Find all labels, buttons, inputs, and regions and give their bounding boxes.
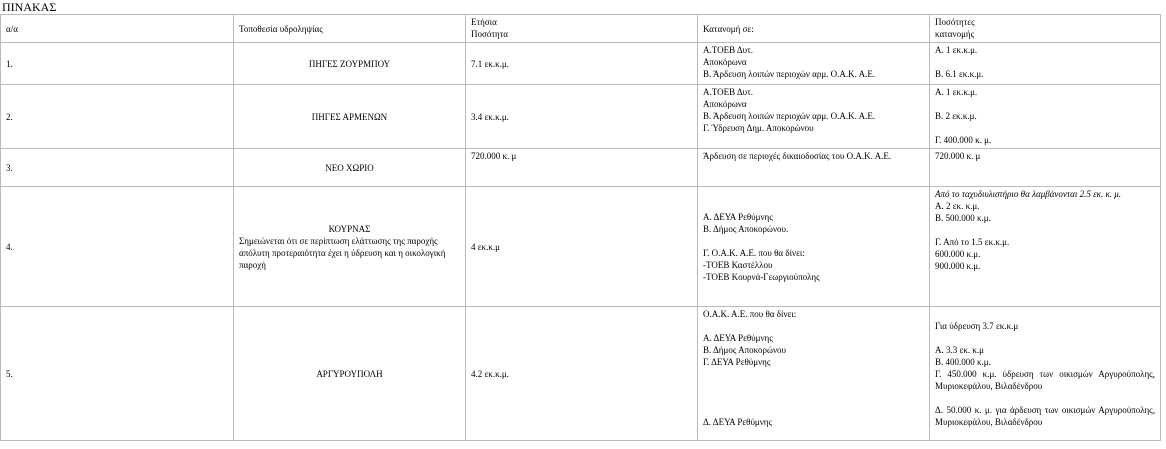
distribution-line: Δ. ΔΕΥΑ Ρεθύμνης <box>703 417 773 427</box>
distribution-line: Α. ΔΕΥΑ Ρεθύμνης <box>703 211 773 222</box>
table-row <box>1 43 1161 85</box>
quantity-line: Α. 3.3 εκ. κ.μ <box>935 345 984 355</box>
quantity-line: Γ. 450.000 κ.μ. ύδρευση των οικισμών Αργυρούπολης, Μυριοκεφάλου, Βιλαδένδρου <box>935 369 1155 391</box>
quantity-line: Για ύδρευση 3.7 εκ.κ.μ <box>935 321 1019 331</box>
quantity-note: Από το ταχυδιυλιστήριο θα λαμβάνονται 2.5 εκ. κ. μ. <box>935 189 1122 199</box>
table-row <box>1 187 1161 307</box>
quantity-line: 900.000 κ.μ. <box>935 261 981 271</box>
row-quantities <box>930 149 1161 187</box>
header-annual-label-2: Ποσότητα <box>471 29 509 39</box>
row-location: ΠΗΓΕΣ ΑΡΜΕΝΩΝ <box>234 85 466 149</box>
table-row <box>1 307 1161 441</box>
row-annual: 4 εκ.κ.μ <box>466 187 698 307</box>
row-num: 4. <box>1 187 234 307</box>
row-annual: 720.000 κ. μ <box>466 149 698 187</box>
header-location-label: Τοποθεσία υδροληψίας <box>239 23 323 34</box>
header-quantities-label-2: κατανομής <box>935 29 975 39</box>
quantity-line: Α. 2 εκ. κ.μ. <box>935 201 980 211</box>
distribution-line: Γ. Ύδρευση Δημ. Αποκορώνου <box>703 123 814 133</box>
distribution-line: Αποκόρωνα <box>703 99 747 109</box>
distribution-line: Β. Άρδευση λοιπών περιοχών αρμ. Ο.Α.Κ. Α.Ε. <box>703 111 876 121</box>
distribution-line: Β. Δήμος Αποκορώνου <box>703 345 786 355</box>
distribution-line: Β. Δήμος Αποκορώνου. <box>703 223 789 234</box>
row-quantities <box>930 307 1161 441</box>
quantity-line: Β. 400.000 κ.μ. <box>935 357 991 367</box>
header-annual <box>466 15 698 43</box>
header-distribution-label: Κατανομή σε: <box>703 23 754 34</box>
header-location <box>234 15 466 43</box>
quantity-line: Γ. Από το 1.5 εκ.κ.μ. <box>935 237 1010 247</box>
row-distribution <box>698 43 930 85</box>
row-location <box>234 187 466 307</box>
header-quantities <box>930 15 1161 43</box>
distribution-line: Α.ΤΟΕΒ Δυτ. <box>703 87 753 97</box>
distribution-line: Α.ΤΟΕΒ Δυτ. <box>703 45 753 55</box>
row-location: ΠΗΓΕΣ ΖΟΥΡΜΠΟΥ <box>234 43 466 85</box>
row-distribution <box>698 85 930 149</box>
row-num: 3. <box>1 149 234 187</box>
row-annual: 7.1 εκ.κ.μ. <box>466 43 698 85</box>
row-num: 5. <box>1 307 234 441</box>
quantity-line: 720.000 κ. μ <box>935 151 981 161</box>
header-quantities-label-1: Ποσότητες <box>935 17 975 27</box>
page-title: ΠΙΝΑΚΑΣ <box>2 0 57 14</box>
table-header-row <box>1 15 1161 43</box>
distribution-line: Α. ΔΕΥΑ Ρεθύμνης <box>703 333 773 343</box>
quantity-line: Β. 500.000 κ.μ. <box>935 213 991 223</box>
distribution-line: Γ. Ο.Α.Κ. Α.Ε. που θα δίνει: <box>703 247 805 258</box>
table-row <box>1 85 1161 149</box>
quantity-line: Α. 1 εκ.κ.μ. <box>935 45 978 55</box>
row-distribution <box>698 149 930 187</box>
location-name: ΚΟΥΡΝΑΣ <box>328 223 371 234</box>
row-num: 1. <box>1 43 234 85</box>
quantity-line: Γ. 400.000 κ. μ. <box>935 135 992 145</box>
header-distribution <box>698 15 930 43</box>
row-quantities <box>930 85 1161 149</box>
row-quantities <box>930 187 1161 307</box>
row-location: ΑΡΓΥΡΟΥΠΟΛΗ <box>234 307 466 441</box>
table-row <box>1 149 1161 187</box>
distribution-line: Αποκόρωνα <box>703 57 747 67</box>
quantity-line: Β. 2 εκ.κ.μ. <box>935 111 977 121</box>
header-num <box>1 15 234 43</box>
location-note: Σημειώνεται ότι σε περίπτωση ελάττωσης της παροχής απόλυτη προτεραιότητα έχει η ύδρευση και η οικολογική παροχή <box>239 235 446 270</box>
row-distribution <box>698 187 930 307</box>
row-quantities <box>930 43 1161 85</box>
row-annual: 3.4 εκ.κ.μ. <box>466 85 698 149</box>
header-annual-label-1: Ετήσια <box>471 17 497 27</box>
distribution-line: -ΤΟΕΒ Καστέλλου <box>703 259 773 270</box>
distribution-line: Ο.Α.Κ. Α.Ε. που θα δίνει: <box>703 309 797 319</box>
row-annual: 4.2 εκ.κ.μ. <box>466 307 698 441</box>
distribution-line: Άρδευση σε περιοχές δικαιοδοσίας του Ο.Α.Κ. Α.Ε. <box>703 151 892 161</box>
row-num: 2. <box>1 85 234 149</box>
quantity-line: Β. 6.1 εκ.κ.μ. <box>935 69 984 79</box>
row-location: ΝΕΟ ΧΩΡΙΟ <box>234 149 466 187</box>
quantity-line: 600.000 κ.μ. <box>935 249 981 259</box>
distribution-line: Γ. ΔΕΥΑ Ρεθύμνης <box>703 357 771 367</box>
quantity-line: Δ. 50.000 κ. μ. για άρδευση των οικισμών Αργυρούπολης, Μυριοκεφάλου, Βιλαδένδρου <box>935 405 1155 427</box>
distribution-line: -ΤΟΕΒ Κουρνά-Γεωργιούπολης <box>703 271 820 282</box>
distribution-table <box>0 14 1161 441</box>
quantity-line: Α. 1 εκ.κ.μ. <box>935 87 978 97</box>
row-distribution <box>698 307 930 441</box>
distribution-line: Β. Άρδευση λοιπών περιοχών αρμ. Ο.Α.Κ. Α.Ε. <box>703 69 876 79</box>
header-num-label: α/α <box>6 23 18 34</box>
